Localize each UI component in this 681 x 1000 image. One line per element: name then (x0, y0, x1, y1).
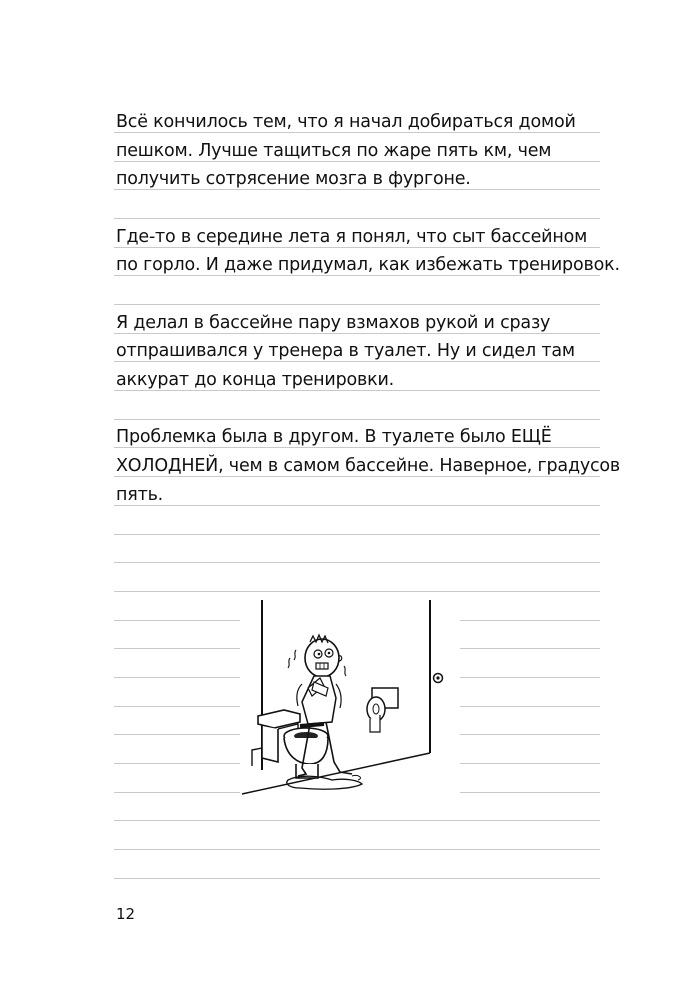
text-line: Я делал в бассейне пару взмахов рукой и сразу (116, 313, 551, 333)
shivering-boy-on-toilet-illustration (240, 598, 460, 796)
text-line: пешком. Лучше тащиться по жаре пять км, чем (116, 141, 552, 161)
text-line: аккурат до конца тренировки. (116, 370, 395, 390)
ruled-line (114, 189, 600, 190)
text-line: отпрашивался у тренера в туалет. Ну и сидел там (116, 341, 575, 361)
ruled-line (114, 419, 600, 420)
ruled-line (114, 476, 600, 477)
ruled-line (114, 361, 600, 362)
text-line: пять. (116, 485, 164, 505)
ruled-line (114, 849, 600, 850)
ruled-line (114, 161, 600, 162)
ruled-line (114, 447, 600, 448)
page-number: 12 (116, 905, 136, 923)
ruled-line (114, 820, 600, 821)
ruled-line (114, 534, 600, 535)
text-line: получить сотрясение мозга в фургоне. (116, 169, 471, 189)
ruled-line (114, 390, 600, 391)
ruled-line (114, 505, 600, 506)
ruled-line (114, 333, 600, 334)
ruled-line (114, 878, 600, 879)
text-line: по горло. И даже придумал, как избежать тренировок. (116, 255, 620, 275)
ruled-line (114, 562, 600, 563)
ruled-line (114, 218, 600, 219)
text-line: Где-то в середине лета я понял, что сыт бассейном (116, 227, 588, 247)
ruled-line (114, 132, 600, 133)
ruled-line (114, 247, 600, 248)
ruled-line (114, 591, 600, 592)
ruled-line (114, 304, 600, 305)
text-line: ХОЛОДНЕЙ, чем в самом бассейне. Наверное, градусов (116, 456, 621, 476)
ruled-line (114, 275, 600, 276)
text-line: Всё кончилось тем, что я начал добираться домой (116, 112, 576, 132)
text-line: Проблемка была в другом. В туалете было ЕЩЁ (116, 427, 552, 447)
